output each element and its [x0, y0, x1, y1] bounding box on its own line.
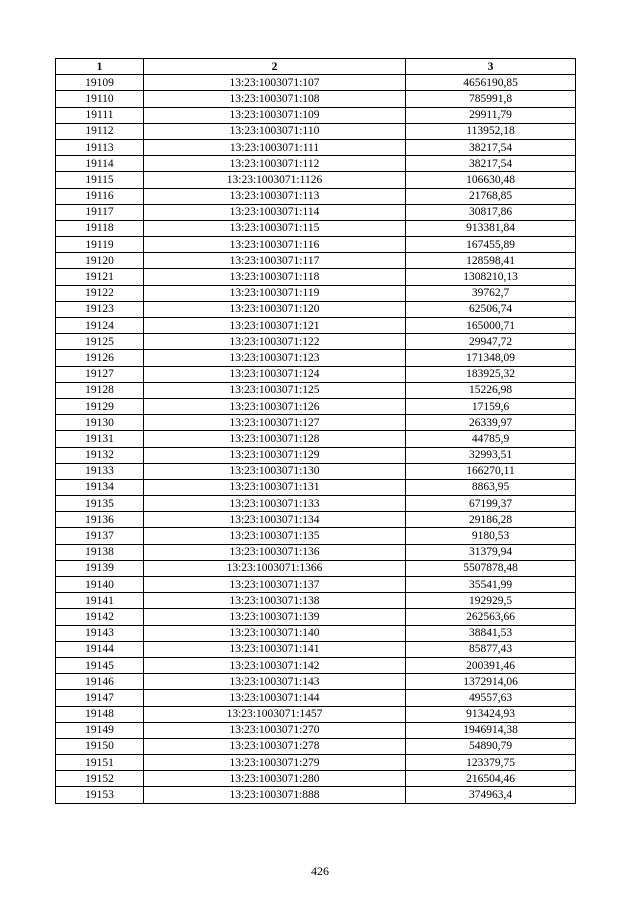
row-number-cell: 19126	[56, 350, 144, 366]
row-number-cell: 19133	[56, 463, 144, 479]
value-cell: 785991,8	[406, 91, 576, 107]
cadastral-number-cell: 13:23:1003071:279	[144, 755, 406, 771]
cadastral-number-cell: 13:23:1003071:122	[144, 334, 406, 350]
value-cell: 1308210,13	[406, 269, 576, 285]
table-row	[56, 253, 576, 269]
table-row	[56, 641, 576, 657]
table-row	[56, 657, 576, 673]
row-number-cell: 19149	[56, 722, 144, 738]
row-number-cell: 19145	[56, 657, 144, 673]
cadastral-number-cell: 13:23:1003071:117	[144, 253, 406, 269]
cadastral-number-cell: 13:23:1003071:119	[144, 285, 406, 301]
value-cell: 123379,75	[406, 755, 576, 771]
cadastral-number-cell: 13:23:1003071:112	[144, 156, 406, 172]
row-number-cell: 19132	[56, 447, 144, 463]
value-cell: 85877,43	[406, 641, 576, 657]
table-row	[56, 447, 576, 463]
data-table	[55, 58, 576, 804]
value-cell: 21768,85	[406, 188, 576, 204]
row-number-cell: 19123	[56, 301, 144, 317]
value-cell: 200391,46	[406, 657, 576, 673]
cadastral-number-cell: 13:23:1003071:1126	[144, 172, 406, 188]
cadastral-number-cell: 13:23:1003071:116	[144, 237, 406, 253]
table-row	[56, 285, 576, 301]
cadastral-number-cell: 13:23:1003071:143	[144, 674, 406, 690]
value-cell: 26339,97	[406, 415, 576, 431]
cadastral-number-cell: 13:23:1003071:124	[144, 366, 406, 382]
column-header-1: 1	[56, 59, 144, 75]
row-number-cell: 19142	[56, 609, 144, 625]
row-number-cell: 19150	[56, 738, 144, 754]
row-number-cell: 19135	[56, 496, 144, 512]
value-cell: 165000,71	[406, 318, 576, 334]
table-row	[56, 415, 576, 431]
value-cell: 1372914,06	[406, 674, 576, 690]
row-number-cell: 19116	[56, 188, 144, 204]
table-row	[56, 123, 576, 139]
value-cell: 9180,53	[406, 528, 576, 544]
cadastral-number-cell: 13:23:1003071:126	[144, 398, 406, 414]
cadastral-number-cell: 13:23:1003071:127	[144, 415, 406, 431]
table-body	[56, 75, 576, 803]
value-cell: 171348,09	[406, 350, 576, 366]
table-row	[56, 220, 576, 236]
table-row	[56, 787, 576, 803]
value-cell: 38841,53	[406, 625, 576, 641]
row-number-cell: 19114	[56, 156, 144, 172]
row-number-cell: 19109	[56, 75, 144, 91]
table-row	[56, 771, 576, 787]
row-number-cell: 19143	[56, 625, 144, 641]
row-number-cell: 19119	[56, 237, 144, 253]
table-row	[56, 204, 576, 220]
value-cell: 62506,74	[406, 301, 576, 317]
row-number-cell: 19111	[56, 107, 144, 123]
cadastral-number-cell: 13:23:1003071:109	[144, 107, 406, 123]
cadastral-number-cell: 13:23:1003071:144	[144, 690, 406, 706]
cadastral-number-cell: 13:23:1003071:108	[144, 91, 406, 107]
cadastral-number-cell: 13:23:1003071:888	[144, 787, 406, 803]
cadastral-number-cell: 13:23:1003071:138	[144, 593, 406, 609]
cadastral-number-cell: 13:23:1003071:139	[144, 609, 406, 625]
cadastral-number-cell: 13:23:1003071:141	[144, 641, 406, 657]
table-row	[56, 188, 576, 204]
cadastral-number-cell: 13:23:1003071:130	[144, 463, 406, 479]
value-cell: 106630,48	[406, 172, 576, 188]
row-number-cell: 19124	[56, 318, 144, 334]
cadastral-number-cell: 13:23:1003071:114	[144, 204, 406, 220]
value-cell: 192929,5	[406, 593, 576, 609]
cadastral-number-cell: 13:23:1003071:1457	[144, 706, 406, 722]
value-cell: 1946914,38	[406, 722, 576, 738]
row-number-cell: 19122	[56, 285, 144, 301]
table-row	[56, 91, 576, 107]
value-cell: 113952,18	[406, 123, 576, 139]
row-number-cell: 19153	[56, 787, 144, 803]
value-cell: 8863,95	[406, 479, 576, 495]
cadastral-number-cell: 13:23:1003071:111	[144, 139, 406, 155]
cadastral-number-cell: 13:23:1003071:134	[144, 512, 406, 528]
table-row	[56, 172, 576, 188]
table-row	[56, 334, 576, 350]
value-cell: 54890,79	[406, 738, 576, 754]
value-cell: 32993,51	[406, 447, 576, 463]
table-row	[56, 512, 576, 528]
row-number-cell: 19151	[56, 755, 144, 771]
cadastral-number-cell: 13:23:1003071:270	[144, 722, 406, 738]
row-number-cell: 19146	[56, 674, 144, 690]
cadastral-number-cell: 13:23:1003071:140	[144, 625, 406, 641]
row-number-cell: 19139	[56, 560, 144, 576]
row-number-cell: 19147	[56, 690, 144, 706]
value-cell: 216504,46	[406, 771, 576, 787]
table-row	[56, 577, 576, 593]
cadastral-number-cell: 13:23:1003071:131	[144, 479, 406, 495]
cadastral-number-cell: 13:23:1003071:278	[144, 738, 406, 754]
value-cell: 31379,94	[406, 544, 576, 560]
table-row	[56, 301, 576, 317]
table-row	[56, 318, 576, 334]
value-cell: 167455,89	[406, 237, 576, 253]
row-number-cell: 19140	[56, 577, 144, 593]
table-row	[56, 625, 576, 641]
value-cell: 44785,9	[406, 431, 576, 447]
table-row	[56, 382, 576, 398]
value-cell: 374963,4	[406, 787, 576, 803]
row-number-cell: 19113	[56, 139, 144, 155]
value-cell: 183925,32	[406, 366, 576, 382]
cadastral-number-cell: 13:23:1003071:125	[144, 382, 406, 398]
cadastral-number-cell: 13:23:1003071:137	[144, 577, 406, 593]
value-cell: 30817,86	[406, 204, 576, 220]
table-header-row	[56, 59, 576, 75]
value-cell: 913424,93	[406, 706, 576, 722]
table-row	[56, 75, 576, 91]
table-row	[56, 350, 576, 366]
table-row	[56, 609, 576, 625]
row-number-cell: 19137	[56, 528, 144, 544]
table-row	[56, 738, 576, 754]
table-row	[56, 690, 576, 706]
value-cell: 39762,7	[406, 285, 576, 301]
value-cell: 128598,41	[406, 253, 576, 269]
row-number-cell: 19129	[56, 398, 144, 414]
cadastral-number-cell: 13:23:1003071:121	[144, 318, 406, 334]
value-cell: 67199,37	[406, 496, 576, 512]
row-number-cell: 19138	[56, 544, 144, 560]
table-row	[56, 722, 576, 738]
column-header-3: 3	[406, 59, 576, 75]
value-cell: 15226,98	[406, 382, 576, 398]
cadastral-number-cell: 13:23:1003071:107	[144, 75, 406, 91]
table-row	[56, 463, 576, 479]
row-number-cell: 19117	[56, 204, 144, 220]
value-cell: 49557,63	[406, 690, 576, 706]
cadastral-number-cell: 13:23:1003071:128	[144, 431, 406, 447]
table-row	[56, 560, 576, 576]
row-number-cell: 19131	[56, 431, 144, 447]
cadastral-number-cell: 13:23:1003071:129	[144, 447, 406, 463]
table-row	[56, 269, 576, 285]
row-number-cell: 19121	[56, 269, 144, 285]
value-cell: 262563,66	[406, 609, 576, 625]
value-cell: 5507878,48	[406, 560, 576, 576]
cadastral-number-cell: 13:23:1003071:133	[144, 496, 406, 512]
table-row	[56, 593, 576, 609]
cadastral-number-cell: 13:23:1003071:118	[144, 269, 406, 285]
value-cell: 38217,54	[406, 156, 576, 172]
table-row	[56, 544, 576, 560]
row-number-cell: 19128	[56, 382, 144, 398]
table-row	[56, 237, 576, 253]
row-number-cell: 19127	[56, 366, 144, 382]
row-number-cell: 19110	[56, 91, 144, 107]
row-number-cell: 19118	[56, 220, 144, 236]
row-number-cell: 19134	[56, 479, 144, 495]
table-row	[56, 479, 576, 495]
cadastral-number-cell: 13:23:1003071:136	[144, 544, 406, 560]
value-cell: 35541,99	[406, 577, 576, 593]
table-row	[56, 366, 576, 382]
table-row	[56, 706, 576, 722]
row-number-cell: 19115	[56, 172, 144, 188]
row-number-cell: 19112	[56, 123, 144, 139]
table-row	[56, 528, 576, 544]
row-number-cell: 19144	[56, 641, 144, 657]
row-number-cell: 19136	[56, 512, 144, 528]
value-cell: 38217,54	[406, 139, 576, 155]
row-number-cell: 19141	[56, 593, 144, 609]
table-row	[56, 496, 576, 512]
cadastral-number-cell: 13:23:1003071:115	[144, 220, 406, 236]
table-row	[56, 674, 576, 690]
table-row	[56, 139, 576, 155]
cadastral-number-cell: 13:23:1003071:142	[144, 657, 406, 673]
cadastral-number-cell: 13:23:1003071:123	[144, 350, 406, 366]
cadastral-number-cell: 13:23:1003071:1366	[144, 560, 406, 576]
cadastral-number-cell: 13:23:1003071:110	[144, 123, 406, 139]
row-number-cell: 19120	[56, 253, 144, 269]
column-header-2: 2	[144, 59, 406, 75]
table-row	[56, 398, 576, 414]
table-row	[56, 755, 576, 771]
page-number: 426	[311, 864, 329, 878]
table-row	[56, 107, 576, 123]
value-cell: 4656190,85	[406, 75, 576, 91]
cadastral-number-cell: 13:23:1003071:280	[144, 771, 406, 787]
row-number-cell: 19125	[56, 334, 144, 350]
row-number-cell: 19152	[56, 771, 144, 787]
value-cell: 29911,79	[406, 107, 576, 123]
row-number-cell: 19130	[56, 415, 144, 431]
value-cell: 166270,11	[406, 463, 576, 479]
table-row	[56, 431, 576, 447]
value-cell: 913381,84	[406, 220, 576, 236]
cadastral-number-cell: 13:23:1003071:113	[144, 188, 406, 204]
table-row	[56, 156, 576, 172]
value-cell: 29947,72	[406, 334, 576, 350]
row-number-cell: 19148	[56, 706, 144, 722]
cadastral-number-cell: 13:23:1003071:135	[144, 528, 406, 544]
value-cell: 17159,6	[406, 398, 576, 414]
value-cell: 29186,28	[406, 512, 576, 528]
cadastral-number-cell: 13:23:1003071:120	[144, 301, 406, 317]
